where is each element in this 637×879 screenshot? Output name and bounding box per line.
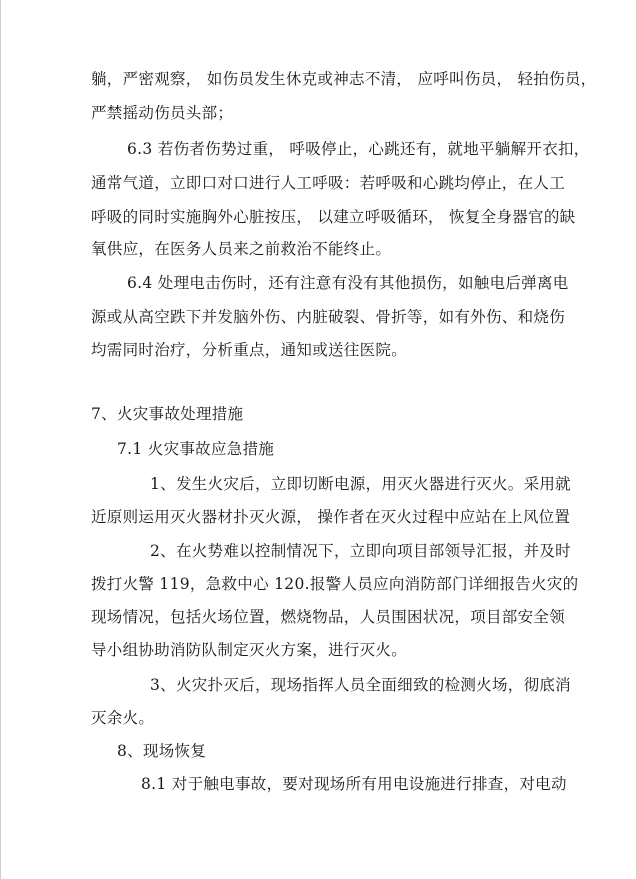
heading-section-7: 7、火灾事故处理措施 bbox=[91, 405, 244, 423]
list-item-2: 2、在火势难以控制情况下，立即向项目部领导汇报，并及时 bbox=[150, 542, 571, 560]
list-item-3: 3、火灾扑灭后，现场指挥人员全面细致的检测火场，彻底消 bbox=[150, 676, 571, 694]
list-item-1: 1、发生火灾后，立即切断电源，用灭火器进行灭火。采用就 bbox=[150, 475, 571, 493]
section-8-1-line: 8.1 对于触电事故，要对现场所有用电设施进行排查，对电动 bbox=[141, 775, 567, 793]
text-line: 躺，严密观察， 如伤员发生休克或神志不清， 应呼叫伤员， 轻拍伤员， bbox=[91, 70, 597, 88]
page-left-border bbox=[0, 0, 1, 879]
text-line: 现场情况，包括火场位置，燃烧物品，人员围困状况，项目部安全领 bbox=[91, 608, 566, 626]
text-line: 均需同时治疗，分析重点，通知或送往医院。 bbox=[91, 341, 408, 359]
text-line: 呼吸的同时实施胸外心脏按压， 以建立呼吸循环， 恢复全身器官的缺 bbox=[91, 208, 576, 226]
text-line: 灭余火。 bbox=[91, 709, 155, 727]
text-line: 近原则运用灭火器材扑灭火源， 操作者在灭火过程中应站在上风位置 bbox=[91, 508, 571, 526]
text-line: 源或从高空跌下并发脑外伤、内脏破裂、骨折等，如有外伤、和烧伤 bbox=[91, 308, 566, 326]
heading-section-8: 8、现场恢复 bbox=[117, 742, 207, 760]
text-line: 严禁摇动伤员头部； bbox=[91, 104, 234, 122]
text-line: 氧供应，在医务人员来之前救治不能终止。 bbox=[91, 240, 392, 258]
text-line: 通常气道，立即口对口进行人工呼吸：若呼吸和心跳均停止，在人工 bbox=[91, 174, 566, 192]
section-6-4-line: 6.4 处理电击伤时，还有注意有没有其他损伤，如触电后弹离电 bbox=[127, 274, 569, 292]
heading-section-7-1: 7.1 火灾事故应急措施 bbox=[117, 440, 275, 458]
text-line: 拨打火警 119，急救中心 120.报警人员应向消防部门详细报告火灾的 bbox=[91, 575, 579, 593]
text-line: 导小组协助消防队制定灭火方案，进行灭火。 bbox=[91, 641, 408, 659]
section-6-3-line: 6.3 若伤者伤势过重， 呼吸停止，心跳还有，就地平躺解开衣扣， bbox=[127, 140, 590, 158]
